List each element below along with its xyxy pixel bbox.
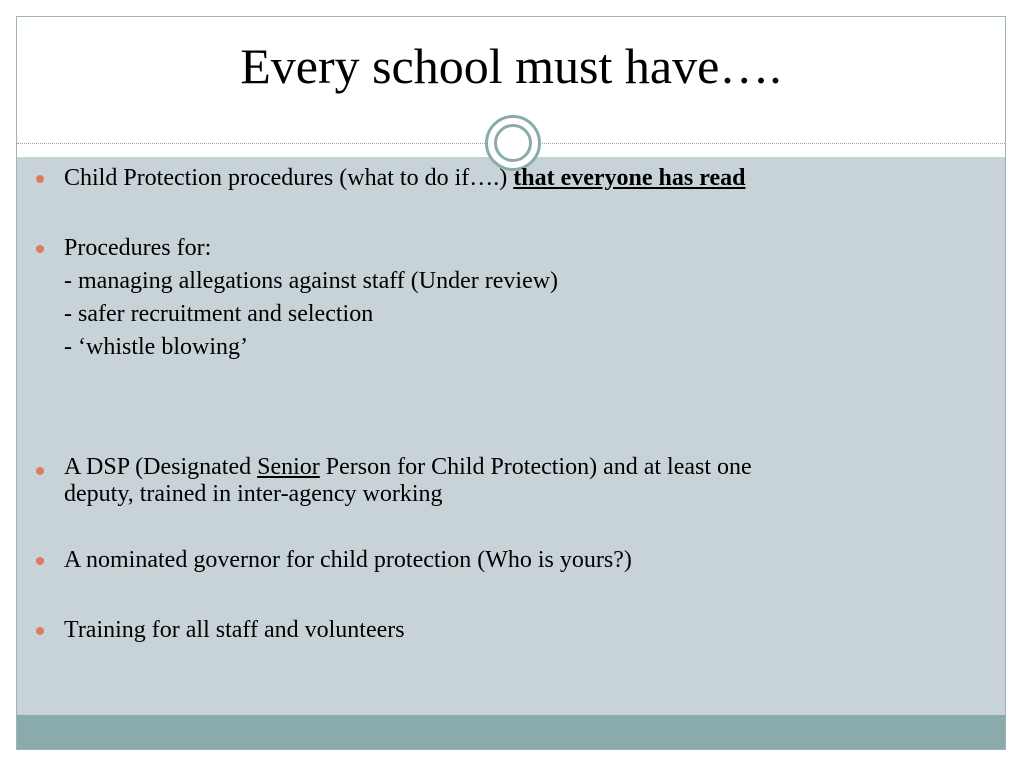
bullet-dot-icon <box>36 175 44 183</box>
bullet-text-plain: A DSP (Designated <box>64 454 258 480</box>
bullet-text-emphasis: that everyone has read <box>513 165 746 191</box>
bullet-text <box>64 454 976 508</box>
bullet-dot-icon <box>36 557 44 565</box>
circle-ornament-inner <box>494 124 532 162</box>
bullet-text-plain: Person for Child Protection) and at least one <box>319 454 752 480</box>
bullet-text-underlined: Senior <box>257 454 320 480</box>
bullet-item-child-protection <box>36 162 976 195</box>
sub-item-allegations: - managing allegations against staff (Under review) <box>64 268 559 294</box>
bullet-item-training <box>36 614 976 647</box>
sub-item-recruitment: - safer recruitment and selection <box>64 301 374 327</box>
bullet-text-plain: Child Protection procedures (what to do if….) <box>64 165 514 191</box>
bullet-dot-icon <box>36 627 44 635</box>
sub-item-whistle-blowing: - ‘whistle blowing’ <box>64 334 248 360</box>
bullet-dot-icon <box>36 467 44 475</box>
bullet-text-line2: deputy, trained in inter-agency working <box>64 481 443 507</box>
footer-band <box>17 715 1005 749</box>
bullet-text: A nominated governor for child protection (Who is yours?) <box>64 547 632 573</box>
bullet-dot-icon <box>36 245 44 253</box>
bullet-item-dsp <box>36 454 976 508</box>
bullet-text: Procedures for: <box>64 235 212 261</box>
slide-title: Every school must have…. <box>240 38 782 94</box>
bullet-item-procedures <box>36 232 976 364</box>
bullet-text <box>64 162 976 195</box>
bullet-text: Training for all staff and volunteers <box>64 617 405 643</box>
bullet-item-governor <box>36 544 976 577</box>
